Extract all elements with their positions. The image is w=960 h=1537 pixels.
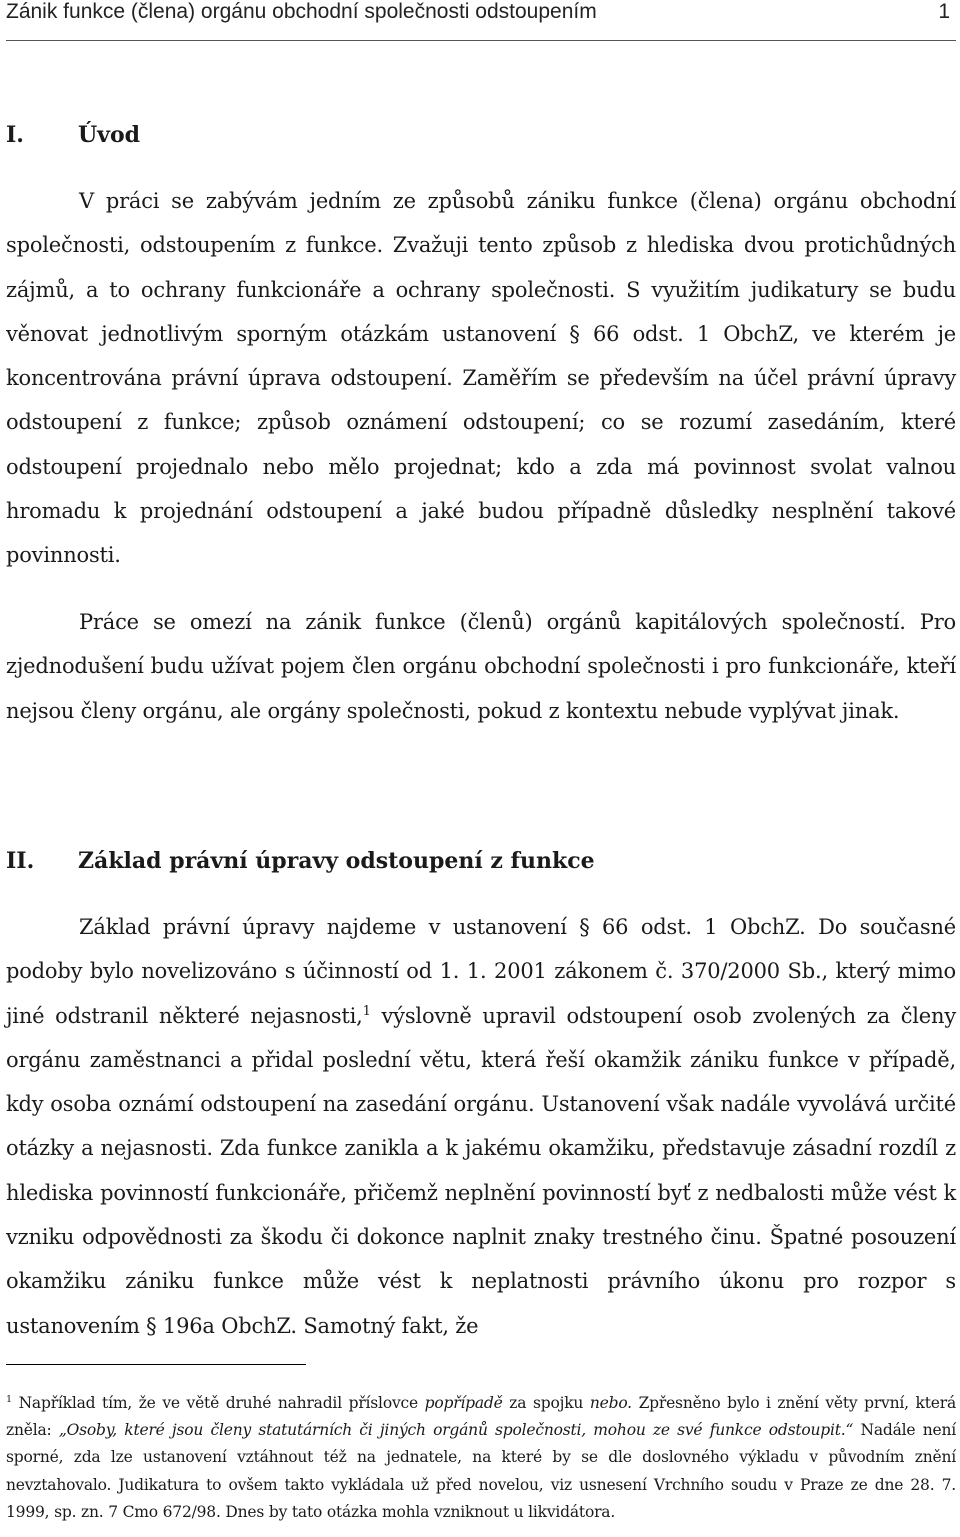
- footnote-1: $^1$ Například tím, že ve větě druhé nahradil příslovce popřípadě za spojku nebo. Zpřesněno bylo i znění věty první, která zněla: „Osoby, které jsou členy statutárních či jiných orgánů společnosti, mohou ze své funkce odstoupit.“ Nadále není sporné, zda lze ustanovení vztáhnout též na jednatele, na které by se dle doslovného výkladu v původním znění nevztahovalo. Judikatura to ovšem takto vykládala už před novelou, viz usnesení Vrchního soudu v Praze ze dne 28. 7. 1999, sp. zn. 7 Cmo 672/98. Dnes by tato otázka mohla vzniknout u likvidátora.: [6, 1393, 956, 1521]
- quoted-text: „Osoby, které jsou členy statutárních či jiných orgánů společnosti, mohou ze své funkce odstoupit.“: [58, 1421, 854, 1440]
- paragraph-intro-1: [6, 179, 956, 578]
- section-title: Úvod: [78, 122, 141, 148]
- paragraph-text: Základ právní úpravy najdeme v ustanovení § 66 odst. 1 ObchZ. Do současné podoby bylo novelizováno s účinností od 1. 1. 2001 zákonem č. 370/2000 Sb., který mimo jiné odstranil některé nejasnosti,: [6, 915, 956, 1028]
- paragraph-legal-basis: [6, 905, 956, 1348]
- running-title: Zánik funkce (člena) orgánu obchodní společnosti odstoupením: [6, 0, 597, 23]
- paragraph-text: Práce se omezí na zánik funkce (členů) orgánů kapitálových společností. Pro zjednodušení budu užívat pojem člen orgánu obchodní společnosti i pro funkcionáře, kteří nejsou členy orgánu, ale orgány společnosti, pokud z kontextu nebude vyplývat jinak.: [6, 610, 956, 723]
- page-number: 1: [938, 0, 950, 23]
- paragraph-intro-2: [6, 600, 956, 733]
- footnote-reference[interactable]: 1: [362, 1003, 371, 1019]
- section-number: I.: [6, 122, 24, 148]
- paragraph-text: V práci se zabývám jedním ze způsobů zániku funkce (člena) orgánu obchodní společnosti, odstoupením z funkce. Zvažuji tento způsob z hlediska dvou protichůdných zájmů, a to ochrany funkcionáře a ochrany společnosti. S využitím judikatury se budu věnovat jednotlivým sporným otázkám ustanovení § 66 odst. 1 ObchZ, ve kterém je koncentrována právní úprava odstoupení. Zaměřím se především na účel právní úpravy odstoupení z funkce; způsob oznámení odstoupení; co se rozumí zasedáním, které odstoupení projednalo nebo mělo projednat; kdo a zda má povinnost svolat valnou hromadu k projednání odstoupení a jaké budou případně důsledky nesplnění takové povinnosti.: [6, 189, 956, 568]
- paragraph-text-cont: výslovně upravil odstoupení osob zvolených za členy orgánu zaměstnanci a přidal poslední větu, která řeší okamžik zániku funkce v případě, kdy osoba oznámí odstoupení na zasedání orgánu. Ustanovení však nadále vyvolává určité otázky a nejasnosti. Zda funkce zanikla a k jakému okamžiku, představuje zásadní rozdíl z hlediska povinností funkcionáře, přičemž neplnění povinností byť z nedbalosti může vést k vzniku odpovědnosti za škodu či dokonce naplnit znaky trestného činu. Špatné posouzení okamžiku zániku funkce může vést k neplatnosti právního úkonu pro rozpor s ustanovením § 196a ObchZ. Samotný fakt, že: [6, 1003, 956, 1338]
- section-title: Základ právní úpravy odstoupení z funkce: [78, 848, 595, 874]
- page-header: [6, 0, 956, 41]
- section-heading-2: [6, 848, 595, 874]
- section-number: II.: [6, 848, 35, 874]
- section-heading-1: [6, 122, 140, 148]
- footnote-separator: [6, 1364, 306, 1365]
- footnote-mark: 1: [6, 1393, 12, 1405]
